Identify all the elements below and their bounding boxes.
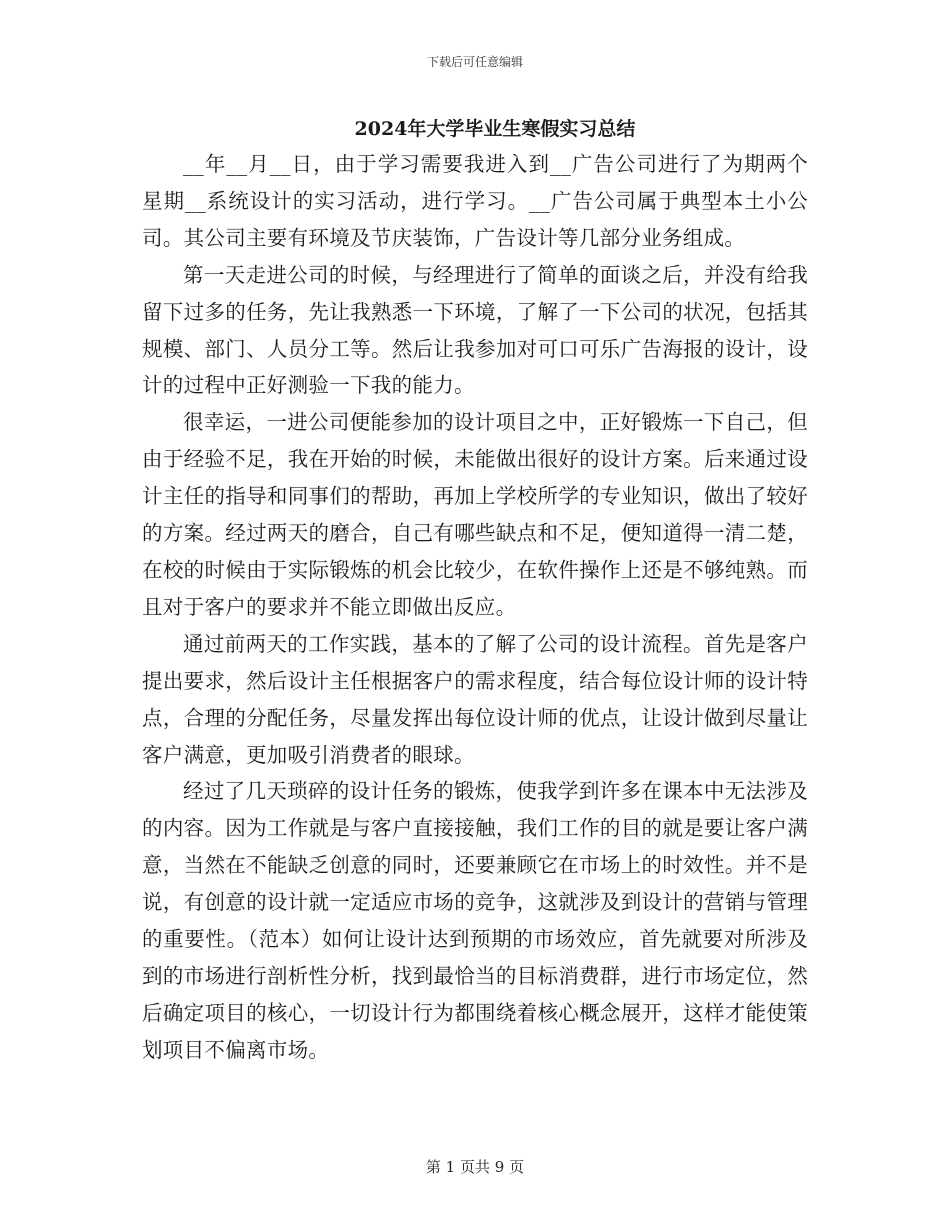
paragraph-1: __年__月__日，由于学习需要我进入到__广告公司进行了为期两个星期__系统设计的实习活动，进行学习。__广告公司属于典型本土小公司。其公司主要有环境及节庆装饰，广告设计等几部分业务组成。	[142, 152, 808, 250]
paragraph-2: 第一天走进公司的时候，与经理进行了简单的面谈之后，并没有给我留下过多的任务，先让我熟悉一下环境，了解了一下公司的状况，包括其规模、部门、人员分工等。然后让我参加对可口可乐广告海报的设计，设计的过程中正好测验一下我的能力。	[142, 262, 808, 398]
document-title: 2024年大学毕业生寒假实习总结	[354, 118, 636, 140]
document-body	[142, 146, 808, 1069]
header-note: 下载后可任意编辑	[426, 55, 523, 69]
page-indicator: 第 1 页共 9 页	[425, 1158, 525, 1176]
paragraph-5: 经过了几天琐碎的设计任务的锻炼，使我学到许多在课本中无法涉及的内容。因为工作就是与客户直接接触，我们工作的目的就是要让客户满意，当然在不能缺乏创意的同时，还要兼顾它在市场上的时效性。并不是说，有创意的设计就一定适应市场的竞争，这就涉及到设计的营销与管理的重要性。（范本）如何让设计达到预期的市场效应，首先就要对所涉及到的市场进行剖析性分析，找到最恰当的目标消费群，进行市场定位，然后确定项目的核心，一切设计行为都围绕着核心概念展开，这样才能使策划项目不偏离市场。	[142, 779, 808, 1062]
paragraph-4: 通过前两天的工作实践，基本的了解了公司的设计流程。首先是客户提出要求，然后设计主任根据客户的需求程度，结合每位设计师的设计特点，合理的分配任务，尽量发挥出每位设计师的优点，让设计做到尽量让客户满意，更加吸引消费者的眼球。	[142, 631, 808, 767]
paragraph-3: 很幸运，一进公司便能参加的设计项目之中，正好锻炼一下自己，但由于经验不足，我在开始的时候，未能做出很好的设计方案。后来通过设计主任的指导和同事们的帮助，再加上学校所学的专业知识，做出了较好的方案。经过两天的磨合，自己有哪些缺点和不足，便知道得一清二楚，在校的时候由于实际锻炼的机会比较少，在软件操作上还是不够纯熟。而且对于客户的要求并不能立即做出反应。	[142, 410, 808, 619]
